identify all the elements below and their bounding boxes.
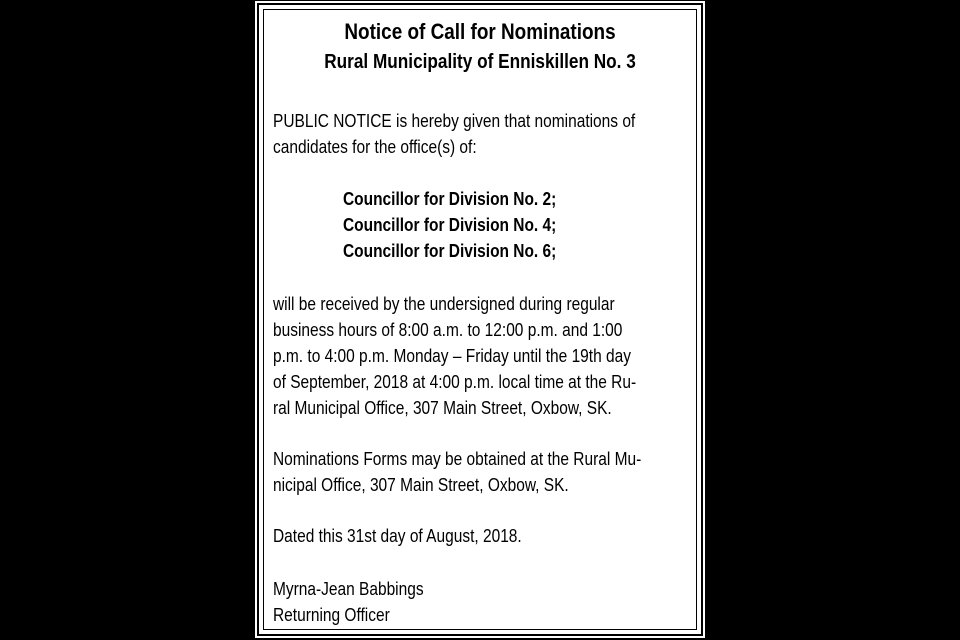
receipt-line: will be received by the undersigned during regular	[273, 294, 615, 314]
intro-line: candidates for the office(s) of:	[273, 137, 477, 157]
signatory-title: Returning Officer	[273, 605, 390, 625]
notice-title: Notice of Call for Nominations	[344, 19, 616, 44]
office-division-4: Councillor for Division No. 4;	[343, 215, 557, 235]
receipt-line: ral Municipal Office, 307 Main Street, Oxbow, SK.	[273, 398, 612, 418]
office-division-6: Councillor for Division No. 6;	[343, 241, 557, 261]
notice-box	[257, 3, 703, 636]
receipt-line: of September, 2018 at 4:00 p.m. local time at the Ru-	[273, 372, 637, 392]
dated-line: Dated this 31st day of August, 2018.	[273, 526, 522, 546]
forms-line: Nominations Forms may be obtained at the Rural Mu-	[273, 449, 642, 469]
notice-subtitle: Rural Municipality of Enniskillen No. 3	[324, 51, 636, 73]
forms-line: nicipal Office, 307 Main Street, Oxbow, SK.	[273, 475, 569, 495]
signatory-name: Myrna-Jean Babbings	[273, 579, 424, 599]
receipt-line: p.m. to 4:00 p.m. Monday – Friday until the 19th day	[273, 346, 631, 366]
receipt-line: business hours of 8:00 a.m. to 12:00 p.m. and 1:00	[273, 320, 623, 340]
office-division-2: Councillor for Division No. 2;	[343, 189, 557, 209]
intro-line: PUBLIC NOTICE is hereby given that nominations of	[273, 111, 636, 131]
